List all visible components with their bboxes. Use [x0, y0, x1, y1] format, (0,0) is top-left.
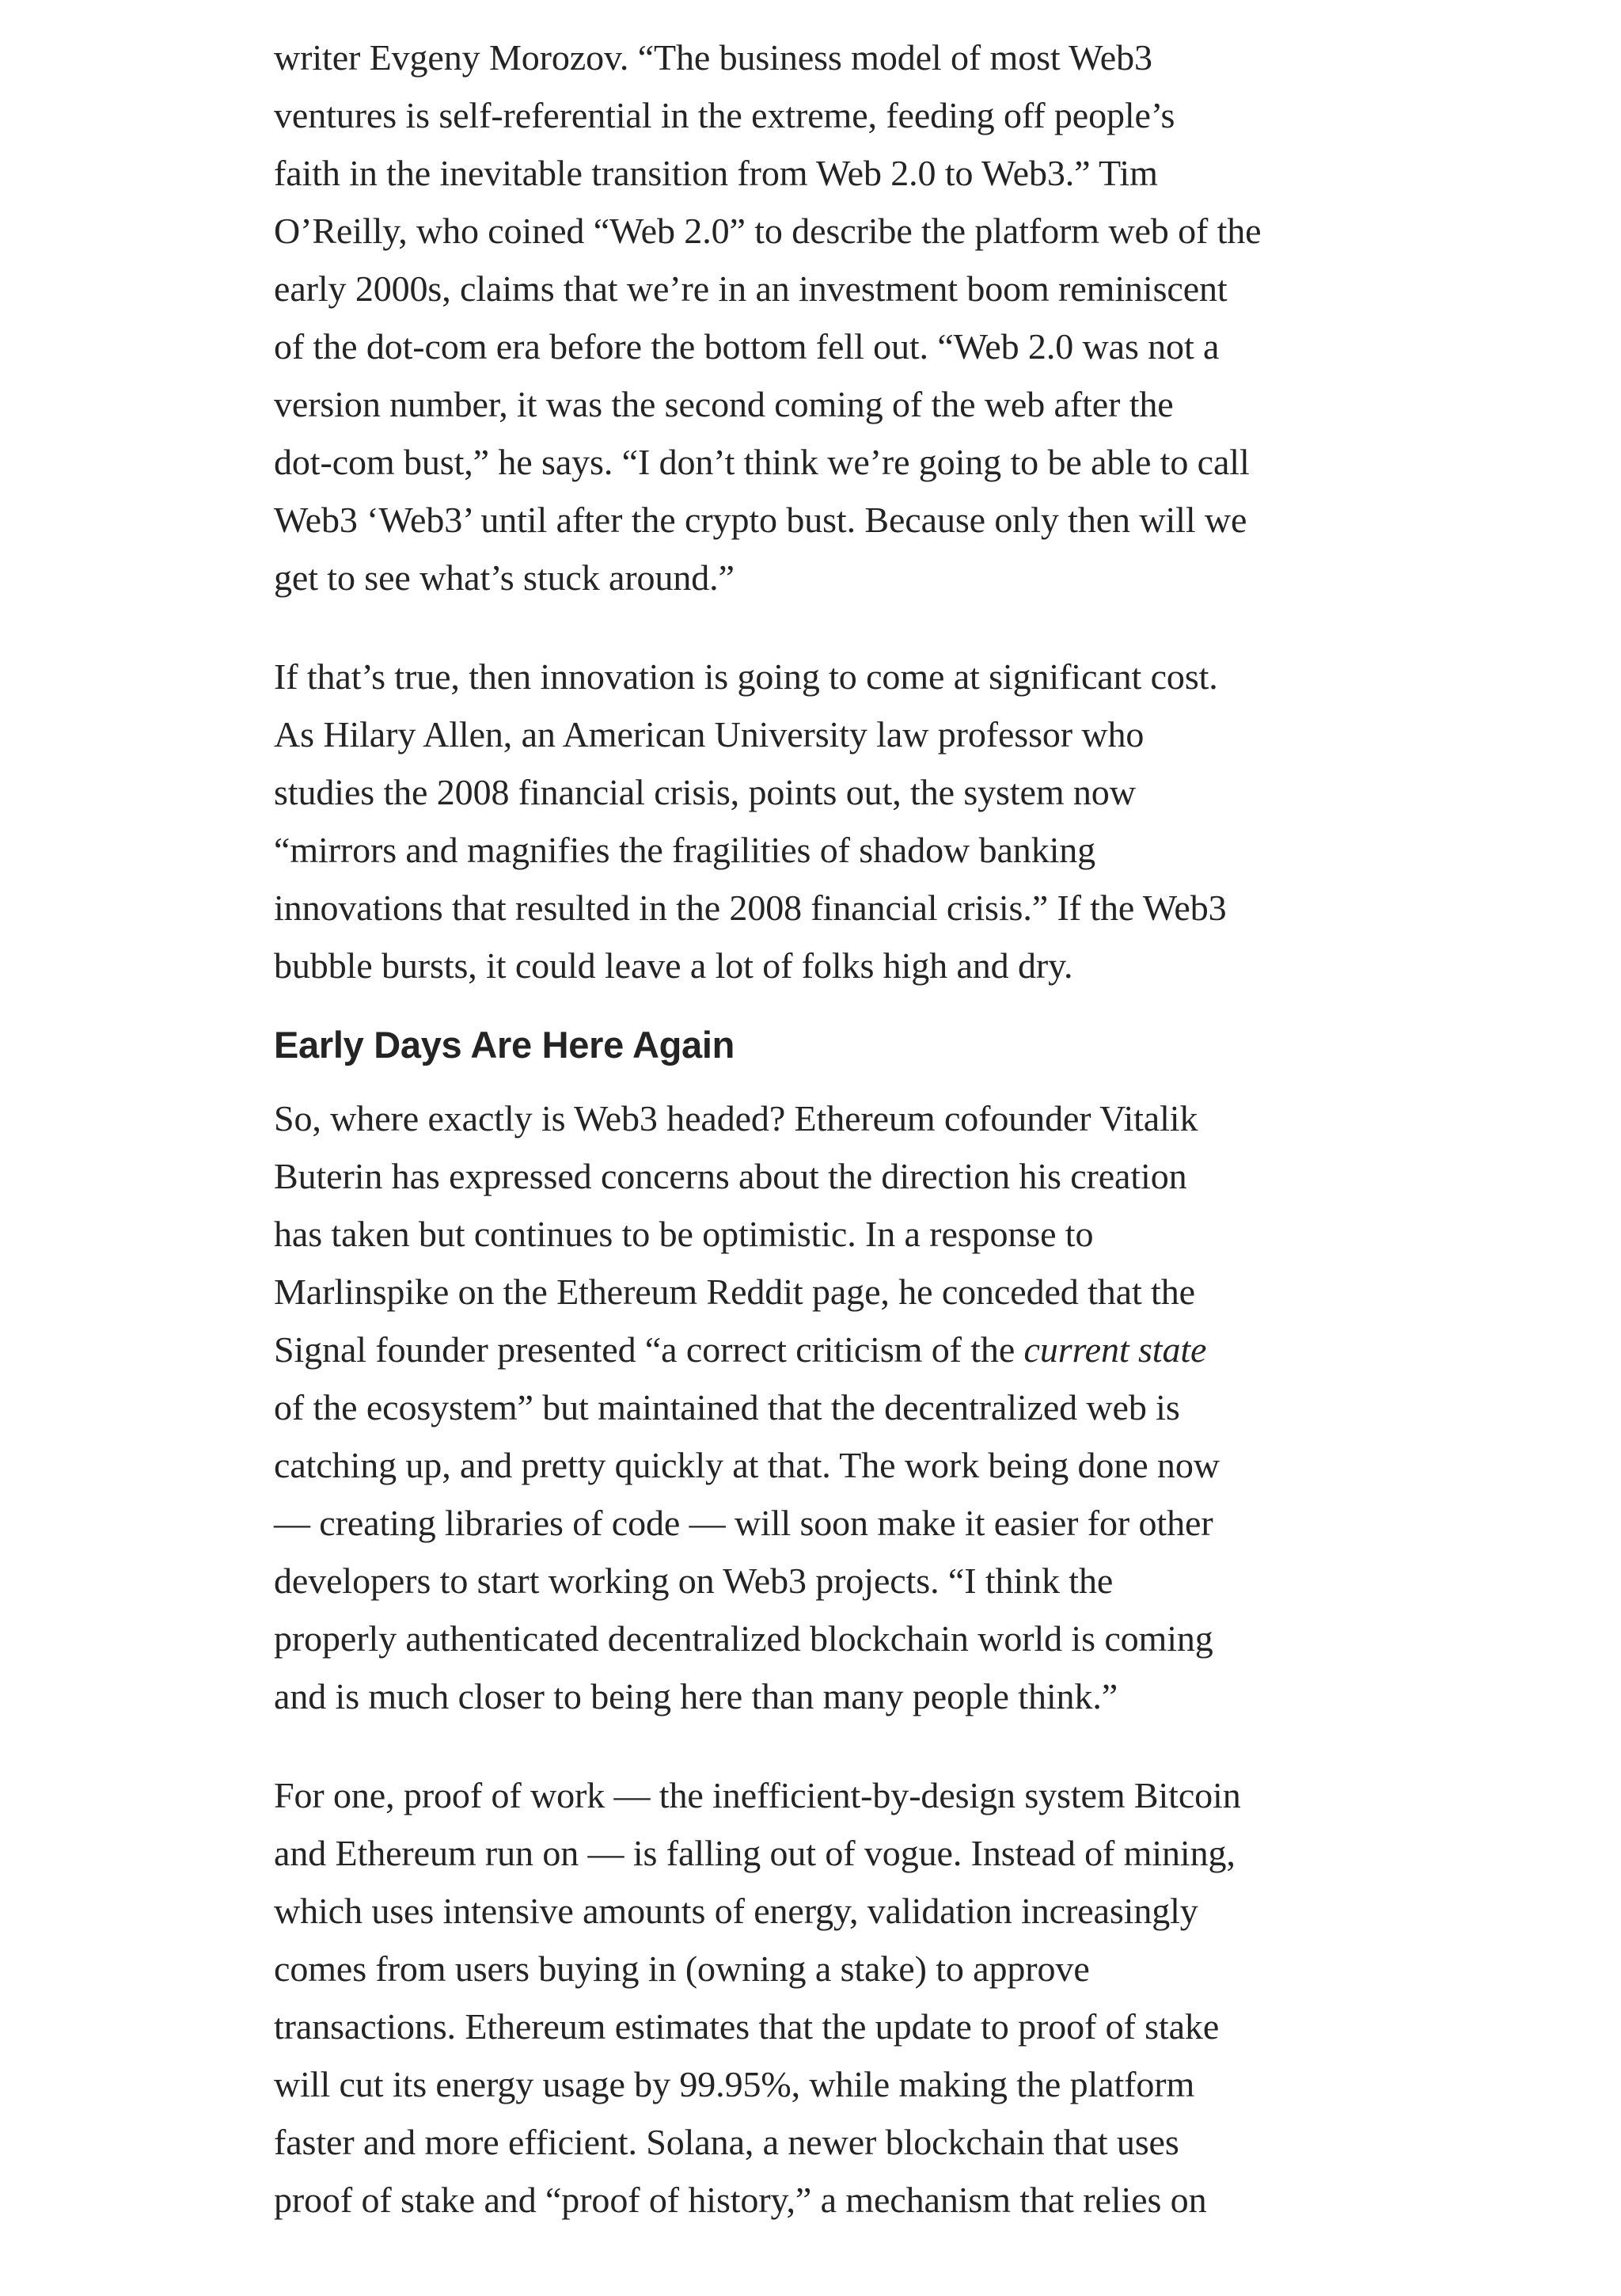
text-line: Buterin has expressed concerns about the direction his creation	[274, 1156, 1187, 1196]
text-line: properly authenticated decentralized blockchain world is coming	[274, 1618, 1213, 1659]
text-line: writer Evgeny Morozov. “The business model of most Web3	[274, 37, 1152, 78]
text-line: and Ethereum run on — is falling out of vogue. Instead of mining,	[274, 1833, 1236, 1873]
text-line: comes from users buying in (owning a stake) to approve	[274, 1948, 1090, 1989]
text-line: studies the 2008 financial crisis, points out, the system now	[274, 772, 1136, 812]
text-line: bubble bursts, it could leave a lot of folks high and dry.	[274, 945, 1073, 986]
paragraph-allen	[274, 648, 1366, 994]
text-line: early 2000s, claims that we’re in an investment boom reminiscent	[274, 268, 1228, 309]
text-line: “mirrors and magnifies the fragilities of shadow banking	[274, 830, 1096, 870]
text-line: dot-com bust,” he says. “I don’t think we’re going to be able to call	[274, 442, 1250, 482]
emphasis-current-state: current state	[1023, 1329, 1207, 1370]
text-line: which uses intensive amounts of energy, validation increasingly	[274, 1891, 1198, 1931]
paragraph-morozov	[274, 29, 1366, 606]
text-line: faith in the inevitable transition from Web 2.0 to Web3.” Tim	[274, 153, 1158, 193]
text-line: faster and more efficient. Solana, a newer blockchain that uses	[274, 2122, 1179, 2162]
text-line: proof of stake and “proof of history,” a mechanism that relies on	[274, 2180, 1207, 2220]
paragraph-buterin	[274, 1089, 1366, 1725]
article-body	[274, 29, 1366, 2270]
text-line: transactions. Ethereum estimates that the update to proof of stake	[274, 2006, 1220, 2047]
text-line-with-emphasis	[274, 1321, 1366, 1378]
text-line: O’Reilly, who coined “Web 2.0” to describe the platform web of the	[274, 211, 1262, 251]
text-line: of the ecosystem” but maintained that the decentralized web is	[274, 1387, 1180, 1427]
text-line: If that’s true, then innovation is going to come at significant cost.	[274, 656, 1218, 697]
section-heading: Early Days Are Here Again	[274, 1024, 735, 1066]
text-line: ventures is self-referential in the extreme, feeding off people’s	[274, 95, 1175, 135]
text-line: has taken but continues to be optimistic. In a response to	[274, 1214, 1094, 1254]
text-line: For one, proof of work — the inefficient-by-design system Bitcoin	[274, 1775, 1241, 1815]
text-line: developers to start working on Web3 projects. “I think the	[274, 1560, 1114, 1601]
text-line: Marlinspike on the Ethereum Reddit page, he conceded that the	[274, 1272, 1195, 1312]
text-line: of the dot-com era before the bottom fell out. “Web 2.0 was not a	[274, 326, 1220, 367]
text-line: catching up, and pretty quickly at that. The work being done now	[274, 1445, 1220, 1485]
text-line: So, where exactly is Web3 headed? Ethereum cofounder Vitalik	[274, 1098, 1198, 1138]
text-line: version number, it was the second coming of the web after the	[274, 384, 1174, 424]
text-line: get to see what’s stuck around.”	[274, 557, 735, 598]
text-line: innovations that resulted in the 2008 financial crisis.” If the Web3	[274, 888, 1227, 928]
text-fragment: Signal founder presented “a correct criticism of the	[274, 1329, 1024, 1370]
text-line: and is much closer to being here than many people think.”	[274, 1676, 1118, 1716]
text-line: As Hilary Allen, an American University law professor who	[274, 714, 1145, 755]
text-line: — creating libraries of code — will soon make it easier for other	[274, 1503, 1213, 1543]
text-line: will cut its energy usage by 99.95%, while making the platform	[274, 2064, 1195, 2104]
paragraph-proof-of-work	[274, 1766, 1366, 2229]
text-line: Web3 ‘Web3’ until after the crypto bust. Because only then will we	[274, 500, 1247, 540]
